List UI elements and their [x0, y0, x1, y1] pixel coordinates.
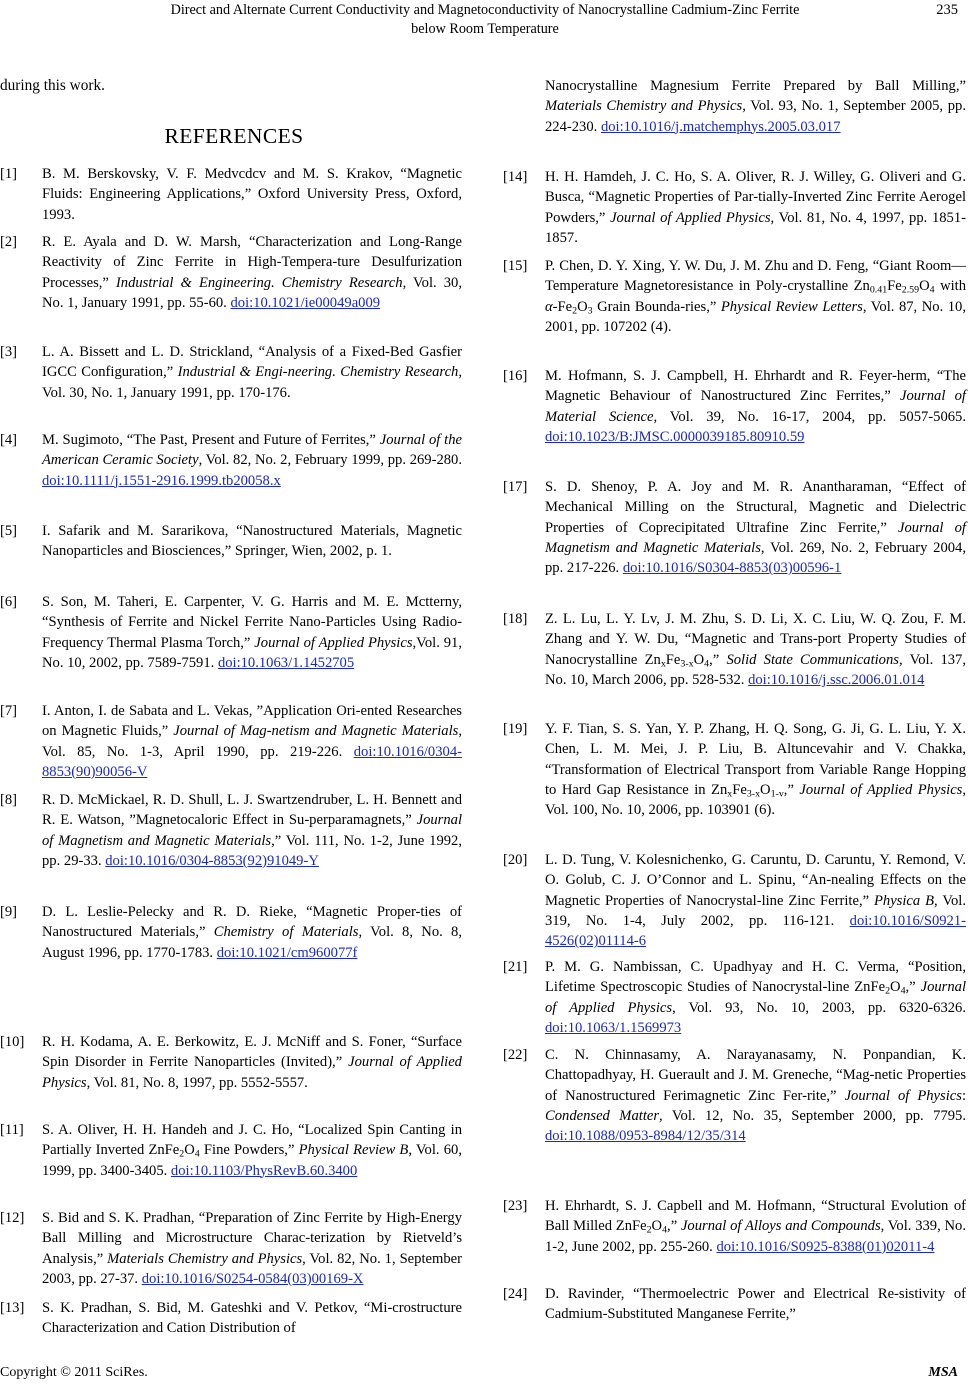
reference-text: M. Sugimoto, “The Past, Present and Future of Ferrites,” Journal of the American Ceramic Society, Vol. 82, No. 2, February 1999, pp. 269-280. doi:10.1111/j.1551-2916.1999.tb20058.x: [42, 432, 463, 489]
reference-text: R. H. Kodama, A. E. Berkowitz, E. J. McNiff and S. Foner, “Surface Spin Disorder in Ferrite Nanoparticles (Invited),” Journal of Applied Physics, Vol. 81, No. 8, 1997, pp. 5552-5557.: [42, 1034, 462, 1091]
reference-number: [20]: [503, 852, 528, 868]
reference-text: S. K. Pradhan, S. Bid, M. Gateshki and V. Petkov, “Mi-crostructure Characterization and Cation Distribution of: [42, 1300, 462, 1337]
reference-number: [22]: [503, 1047, 528, 1063]
reference-text: R. D. McMickael, R. D. Shull, L. J. Swartzendruber, L. H. Bennett and R. E. Watson, ”Magnetocaloric Effect in Su-perparamagnets,” Journal of Magnetism and Magnetic Materials,” Vol. 111, No. 1-2, June 1992, pp. 29-33. doi:10.1016/0304-8853(92)91049-Y: [42, 792, 462, 869]
journal-section: Condensed Matter: [545, 1107, 660, 1124]
reference-23: [503, 1196, 966, 1257]
journal-name: Journal of Applied Physics: [254, 634, 413, 651]
page-number: 235: [936, 2, 958, 18]
reference-number: [21]: [503, 959, 528, 975]
doi-link[interactable]: doi:10.1103/PhysRevB.60.3400: [170, 1162, 358, 1179]
reference-number: [7]: [0, 703, 18, 719]
reference-number: [16]: [503, 368, 528, 384]
journal-name: Materials Chemistry and Physics: [545, 98, 743, 115]
journal-name: Journal of the American Ceramic Society: [42, 432, 462, 469]
reference-number: [3]: [0, 344, 18, 360]
doi-link[interactable]: doi:10.1016/S0254-0584(03)00169-X: [141, 1270, 364, 1287]
reference-number: [5]: [0, 523, 18, 539]
reference-text: P. Chen, D. Y. Xing, Y. W. Du, J. M. Zhu and D. Feng, “Giant Room—Temperature Magnetoresistance in Poly-crystalline $Zn_{0.41}Fe_{2.59}O_4$ with $\alpha-Fe_2O_3$ Grain Bounda-ries,” Physical Review Letters, Vol. 87, No. 10, 2001, pp. 107202 (4).: [545, 258, 967, 335]
reference-19: [503, 719, 966, 820]
reference-text: H. Ehrhardt, S. J. Capbell and M. Hofmann, “Structural Evolution of Ball Milled $ZnFe_2O_4$,” Journal of Alloys and Compounds, Vol. 339, No. 1-2, June 2002, pp. 255-260. doi:10.1016/S0925-8388(01)02011-4: [545, 1198, 967, 1255]
reference-7: [0, 701, 462, 782]
reference-text: B. M. Berskovsky, V. F. Medvcdcv and M. S. Krakov, “Magnetic Fluids: Engineering Applications,” Oxford University Press, Oxford, 1993.: [42, 166, 462, 223]
journal-name: Journal of Applied Physics: [610, 209, 771, 226]
running-title-line2: below Room Temperature: [411, 21, 559, 37]
reference-text: S. Son, M. Taheri, E. Carpenter, V. G. Harris and M. E. Mctterny, “Synthesis of Ferrite and Nickel Ferrite Nano-Particles Using Radio-Frequency Thermal Plasma Torch,” Journal of Applied Physics,Vol. 91, No. 10, 2002, pp. 7589-7591. doi:10.1063/1.1452705: [42, 594, 463, 671]
reference-text: H. H. Hamdeh, J. C. Ho, S. A. Oliver, R. J. Willey, G. Oliveri and G. Busca, “Magnetic Properties of Par-tially-Inverted Zinc Ferrite Aerogel Powders,” Journal of Applied Physics, Vol. 81, No. 4, 1997, pp. 1851-1857.: [545, 169, 966, 246]
journal-name: Industrial & Engineering. Chemistry Research: [115, 274, 403, 291]
reference-11: [0, 1120, 462, 1181]
journal-name: Journal of Applied Physics: [42, 1054, 462, 1091]
doi-link[interactable]: doi:10.1016/S0925-8388(01)02011-4: [716, 1238, 935, 1255]
reference-18: [503, 609, 966, 690]
reference-text: D. L. Leslie-Pelecky and R. D. Rieke, “Magnetic Proper-ties of Nanostructured Materials,” Chemistry of Materials, Vol. 8, No. 8, August 1996, pp. 1770-1783. doi:10.1021/cm960077f: [42, 904, 463, 961]
reference-15: [503, 256, 966, 337]
journal-name: Chemistry of Materials: [213, 924, 359, 941]
reference-text: Z. L. Lu, L. Y. Lv, J. M. Zhu, S. D. Li, X. C. Liu, W. Q. Zou, F. M. Zhang and Y. W. Du, “Magnetic and Trans-port Property Studies of Nanocrystalline $Zn_xFe_{3-x}O_4$,” Solid State Communications, Vol. 137, No. 10, March 2006, pp. 528-532. doi:10.1016/j.ssc.2006.01.014: [545, 611, 966, 688]
reference-number: [15]: [503, 258, 528, 274]
reference-2: [0, 232, 462, 313]
doi-link[interactable]: doi:10.1021/ie00049a009: [230, 294, 381, 311]
references-heading: REFERENCES: [164, 124, 304, 148]
reference-number: [17]: [503, 479, 528, 495]
doi-link[interactable]: doi:10.1088/0953-8984/12/35/314: [545, 1128, 746, 1145]
reference-number: [19]: [503, 721, 528, 737]
journal-name: Industrial & Engi-neering. Chemistry Research: [177, 364, 459, 381]
reference-text: M. Hofmann, S. J. Campbell, H. Ehrhardt and R. Feyer-herm, “The Magnetic Behaviour of Nanostructured Zinc Ferrites,” Journal of Material Science, Vol. 39, No. 16-17, 2004, pp. 5057-5065. doi:10.1023/B:JMSC.0000039185.80910.59: [545, 368, 966, 445]
journal-name: Journal of Applied Physics: [545, 979, 966, 1016]
reference-number: [9]: [0, 904, 18, 920]
doi-link[interactable]: doi:10.1016/j.matchemphys.2005.03.017: [600, 118, 841, 135]
reference-8: [0, 790, 462, 871]
journal-name: Journal of Magnetism and Magnetic Materials: [545, 519, 966, 556]
reference-3: [0, 342, 462, 403]
journal-name: Journal of Mag-netism and Magnetic Materials: [173, 723, 459, 740]
reference-text: S. Bid and S. K. Pradhan, “Preparation of Zinc Ferrite by High-Energy Ball Milling and Microstructure Charac-terization by Rietveld’s Analysis,” Materials Chemistry and Physics, Vol. 82, No. 1, September 2003, pp. 27-37. doi:10.1016/S0254-0584(03)00169-X: [42, 1210, 462, 1287]
journal-name: Journal of Applied Physics: [799, 781, 963, 798]
journal-name: Solid State Communications: [726, 651, 899, 668]
reference-17: [503, 477, 966, 578]
reference-text: I. Anton, I. de Sabata and L. Vekas, ”Application Ori-ented Researches on Magnetic Fluids,” Journal of Mag-netism and Magnetic Materials, Vol. 85, No. 1-3, April 1990, pp. 219-226. doi:10.1016/0304-8853(90)90056-V: [42, 703, 462, 780]
journal-name: Physical Review Letters: [720, 298, 863, 315]
reference-number: [12]: [0, 1210, 25, 1226]
reference-number: [18]: [503, 611, 528, 627]
reference-text: P. M. G. Nambissan, C. Upadhyay and H. C. Verma, “Position, Lifetime Spectroscopic Studies of Nanocrystal-line $ZnFe_2O_4$,” Journal of Applied Physics, Vol. 93, No. 10, 2003, pp. 6320-6326. doi:10.1063/1.1569973: [545, 959, 967, 1036]
running-title: [30, 1, 940, 39]
reference-number: [6]: [0, 594, 18, 610]
doi-link[interactable]: doi:10.1023/B:JMSC.0000039185.80910.59: [545, 428, 805, 445]
reference-9: [0, 902, 462, 963]
journal-abbreviation: MSA: [928, 1365, 958, 1380]
doi-link[interactable]: doi:10.1016/S0921-4526(02)01114-6: [545, 912, 966, 950]
reference-text: L. D. Tung, V. Kolesnichenko, G. Caruntu, D. Caruntu, Y. Remond, V. O. Golub, C. J. O’Connor and L. Spinu, “An-nealing Effects on the Magnetic Properties of Nanocrystal-line Zinc Ferrite,” Physica B, Vol. 319, No. 1-4, July 2002, pp. 116-121. doi:10.1016/S0921-4526(02)01114-6: [545, 852, 966, 950]
reference-number: [1]: [0, 166, 18, 182]
reference-number: [23]: [503, 1198, 528, 1214]
journal-name: Journal of Magnetism and Magnetic Materials: [42, 812, 462, 849]
journal-name: Journal of Alloys and Compounds: [680, 1218, 881, 1235]
reference-12: [0, 1208, 462, 1289]
reference-16: [503, 366, 966, 447]
reference-number: [8]: [0, 792, 18, 808]
reference-number: [24]: [503, 1286, 528, 1302]
running-title-line1: Direct and Alternate Current Conductivity and Magnetoconductivity of Nanocrystalline Cadmium-Zinc Ferrite: [170, 2, 800, 18]
journal-name: Physica B: [873, 892, 935, 909]
reference-number: [14]: [503, 169, 528, 185]
doi-link[interactable]: doi:10.1016/j.ssc.2006.01.014: [748, 671, 925, 688]
reference-13: [0, 1298, 462, 1339]
reference-text: S. D. Shenoy, P. A. Joy and M. R. Anantharaman, “Effect of Mechanical Milling on the Structural, Magnetic and Dielectric Properties of Coprecipitated Ultrafine Zinc Ferrite,” Journal of Magnetism and Magnetic Materials, Vol. 269, No. 2, February 2004, pp. 217-226. doi:10.1016/S0304-8853(03)00596-1: [545, 479, 966, 577]
doi-link[interactable]: doi:10.1016/S0304-8853(03)00596-1: [622, 560, 842, 577]
reference-10: [0, 1032, 462, 1093]
reference-13-continued: [503, 76, 966, 137]
reference-20: [503, 850, 966, 951]
reference-5: [0, 521, 462, 562]
journal-name: Journal of Material Science: [545, 388, 966, 425]
page-header: [0, 0, 968, 44]
reference-text: R. E. Ayala and D. W. Marsh, “Characterization and Long-Range Reactivity of Zinc Ferrite in High-Tempera-ture Desulfurization Processes,” Industrial & Engineering. Chemistry Research, Vol. 30, No. 1, January 1991, pp. 55-60. doi:10.1021/ie00049a009: [42, 234, 462, 311]
journal-name: Journal of Physics: [844, 1087, 962, 1104]
reference-number: [13]: [0, 1300, 25, 1316]
doi-link[interactable]: doi:10.1016/0304-8853(92)91049-Y: [105, 852, 319, 869]
reference-14: [503, 167, 966, 248]
doi-link[interactable]: doi:10.1063/1.1452705: [217, 654, 355, 671]
reference-number: [2]: [0, 234, 18, 250]
reference-text: C. N. Chinnasamy, A. Narayanasamy, N. Ponpandian, K. Chattopadhyay, H. Guerault and J. M. Greneche, “Mag-netic Properties of Nanostructured Ferimagnetic Zinc Fer-rite,” Journal of Physics: Condensed Matter, Vol. 12, No. 35, September 2000, pp. 7795. doi:10.1088/0953-8984/12/35/314: [545, 1047, 966, 1145]
page-footer: [0, 1365, 968, 1385]
reference-text: D. Ravinder, “Thermoelectric Power and Electrical Re-sistivity of Cadmium-Substituted Manganese Ferrite,”: [545, 1286, 966, 1323]
reference-number: [4]: [0, 432, 18, 448]
doi-link[interactable]: doi:10.1111/j.1551-2916.1999.tb20058.x: [42, 472, 281, 489]
doi-link[interactable]: doi:10.1063/1.1569973: [545, 1019, 682, 1036]
reference-text: S. A. Oliver, H. H. Handeh and J. C. Ho, “Localized Spin Canting in Partially Inverted $ZnFe_2O_4$ Fine Powders,” Physical Review B, Vol. 60, 1999, pp. 3400-3405. doi:10.1103/PhysRevB.60.3400: [42, 1122, 462, 1179]
journal-name: Physical Review B: [298, 1142, 409, 1159]
reference-1: [0, 164, 462, 225]
doi-link[interactable]: doi:10.1021/cm960077f: [216, 944, 358, 961]
reference-text: Y. F. Tian, S. S. Yan, Y. P. Zhang, H. Q. Song, G. Ji, G. L. Liu, Y. X. Chen, L. M. Mei, J. P. Liu, B. Altuncevahir and V. Chakka, “Transformation of Electrical Transport from Variable Range Hopping to Hard Gap Resistance in $Zn_xFe_{3-x}O_{1-v}$,” Journal of Applied Physics, Vol. 100, No. 10, 2006, pp. 103901 (6).: [545, 721, 967, 819]
journal-name: Materials Chemistry and Physics: [107, 1250, 303, 1267]
reference-text: I. Safarik and M. Sararikova, “Nanostructured Materials, Magnetic Nanoparticles and Biosciences,” Springer, Wien, 2002, p. 1.: [42, 523, 462, 560]
intro-text: during this work.: [0, 77, 105, 94]
doi-link[interactable]: doi:10.1016/0304-8853(90)90056-V: [42, 743, 462, 780]
copyright-notice: Copyright © 2011 SciRes.: [0, 1365, 148, 1380]
reference-4: [0, 430, 462, 491]
reference-text: L. A. Bissett and L. D. Strickland, “Analysis of a Fixed-Bed Gasfier IGCC Configuration,” Industrial & Engi-neering. Chemistry Research, Vol. 30, No. 1, January 1991, pp. 170-176.: [42, 344, 462, 401]
reference-number: [10]: [0, 1034, 25, 1050]
reference-number: [11]: [0, 1122, 24, 1138]
reference-21: [503, 957, 966, 1038]
reference-6: [0, 592, 462, 673]
reference-22: [503, 1045, 966, 1146]
reference-24: [503, 1284, 966, 1325]
reference-text: Nanocrystalline Magnesium Ferrite Prepared by Ball Milling,” Materials Chemistry and Physics, Vol. 93, No. 1, September 2005, pp. 224-230. doi:10.1016/j.matchemphys.2005.03.017: [545, 78, 966, 135]
